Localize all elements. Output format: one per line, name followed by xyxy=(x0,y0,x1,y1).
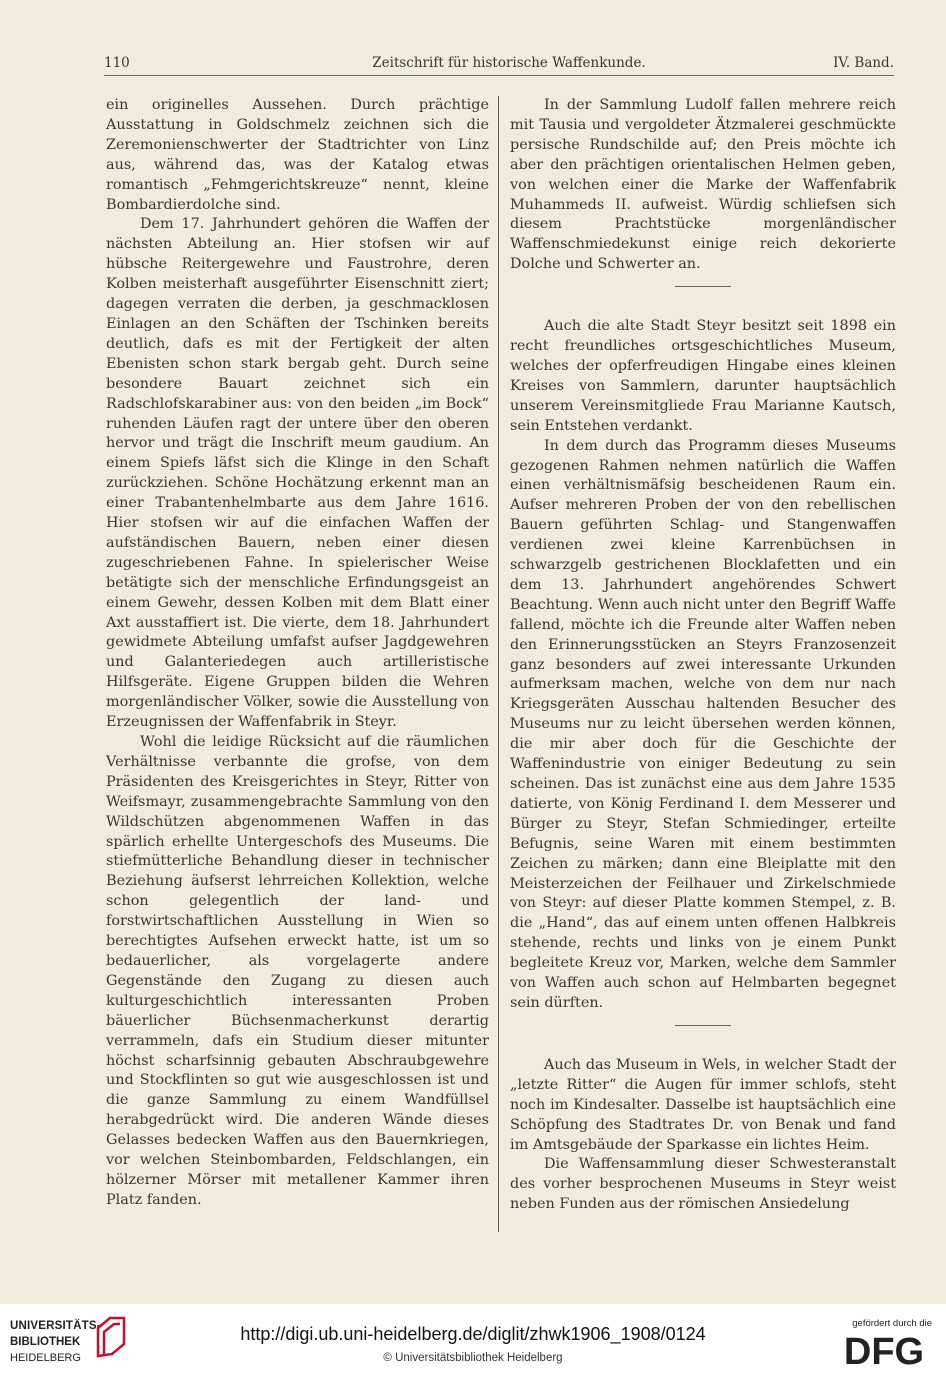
column-divider xyxy=(498,96,499,1232)
paragraph: Auch das Museum in Wels, in welcher Stadt der „letzte Ritter“ die Augen für immer schlofs, steht noch im Kindesalter. Dasselbe ist hauptsächlich eine Schöpfung des Stadtrates Dr. von Benak und fand im Amtsgebäude der Sparkasse ein lichtes Heim. xyxy=(510,1056,896,1153)
logo-line: UNIVERSITÄTS- xyxy=(10,1320,101,1332)
logo-line: HEIDELBERG xyxy=(10,1352,81,1364)
journal-title: Zeitschrift für historische Waffenkunde. xyxy=(372,55,646,71)
right-column xyxy=(510,96,896,1215)
section-separator xyxy=(675,286,731,287)
copyright-notice: © Universitätsbibliothek Heidelberg xyxy=(383,1352,563,1364)
dfg-logo-text: DFG xyxy=(843,1332,925,1368)
paragraph: ein originelles Aussehen. Durch prächtige Ausstattung in Goldschmelz zeichnen sich die Zeremonienschwerter der Stadtrichter von Linz aus, während das, was der Katalog etwas romantisch „Fehmgerichtskreuze“ nennt, kleine Bombardierdolche sind. xyxy=(106,97,489,213)
sponsor-block xyxy=(822,1318,932,1372)
page-number: 110 xyxy=(104,55,130,71)
paragraph: Die Waffensammlung dieser Schwesteranstalt des vorher besprochenen Museums in Steyr weist neben Funden aus der römischen Ansiedelung xyxy=(510,1156,896,1213)
logo-line: BIBLIOTHEK xyxy=(10,1336,81,1348)
left-column xyxy=(106,96,489,1211)
permalink-url[interactable]: http://digi.ub.uni-heidelberg.de/diglit/zhwk1906_1908/0124 xyxy=(240,1324,706,1344)
paragraph: In dem durch das Programm dieses Museums gezogenen Rahmen nehmen natürlich die Waffen einen verhältnismäfsig bescheidenen Raum ein. Aufser mehreren Proben der von den rebellischen Bauern geführten Schlag- und Stangenwaffen verdienen zwei kleine Karrenbüchsen in schwarzgelb gestrichenen Blocklafetten und ein dem 13. Jahrhundert angehörendes Schwert Beachtung. Wenn auch nicht unter den Begriff Waffe fallend, möchte ich die Freunde alter Waffen neben den Erinnerungsstücken an Steyrs Franzosenzeit ganz besonders auf zwei interessante Urkunden aufmerksam machen, welche von dem nur nach Kriegsgeräten Ausschau haltenden Besucher des Museums nur zu leicht übersehen werden können, die mir aber doch für die Geschichte der Waffenindustrie von einiger Bedeutung zu sein scheinen. Das ist zunächst eine aus dem Jahre 1535 datierte, von König Ferdinand I. dem Messerer und Bürger zu Steyr, Stefan Schmiedinger, erteilte Befugnis, seine Waren mit einem bestimmten Zeichen zu märken; dann eine Bleiplatte mit den Meisterzeichen der Feilhauer und Zirkelschmiede von Steyr: auf dieser Platte kommen Stempel, z. B. die „Hand“, das auf einem unten offenen Halbkreis stehende, rechts und links von je einem Punkt begleitete Kreuz vor, Marken, welche dem Sammler von Waffen auch schon auf Helmbarten begegnet sein dürften. xyxy=(510,437,896,1011)
digitization-footer xyxy=(0,1304,946,1378)
dfg-logo-icon xyxy=(836,1332,932,1368)
sponsor-label: gefördert durch die xyxy=(852,1318,932,1329)
paragraph: Dem 17. Jahrhundert gehören die Waffen der nächsten Abteilung an. Hier stofsen wir auf hübsche Reitergewehre und Faustrohre, deren Kolben meisterhaft ausgeführter Eisenschnitt ziert; dagegen verraten die derben, ja geschmacklosen Einlagen an den Schäften der Tschinken bereits deutlich, dafs es mit der Fertigkeit der alten Ebenisten schon stark bergab geht. Durch seine besondere Bauart zeichnet sich ein Radschlofskarabiner aus: von den beiden „im Bock“ ruhenden Läufen ragt der untere über den oberen hervor und trägt die Inschrift meum gaudium. An einem Spiefs läfst sich die Klinge in den Schaft zurückziehen. Schöne Hochätzung erkennt man an einer Trabantenhelmbarte aus dem Jahre 1616. Hier stofsen wir auf die einfachen Waffen der aufständischen Bauern, neben einer diesen zugeschriebenen Fahne. In spielerischer Weise betätigte sich der menschliche Erfindungsgeist an einem Gewehr, dessen Kolben mit dem Blatt einer Axt ausstaffiert ist. Die vierte, dem 18. Jahrhundert gewidmete Abteilung umfafst aufser Jagdgewehren und Galanteriedegen auch artilleristische Hilfsgeräte. Eigene Gruppen bilden die Wehren morgenländischer Völker, sowie die Ausstellung von Erzeugnissen der Waffenfabrik in Steyr. xyxy=(106,216,489,731)
paragraph: Auch die alte Stadt Steyr besitzt seit 1898 ein recht freundliches ortsgeschichtliches Museum, welches der opferfreudigen Hingabe eines kleinen Kreises von Sammlern, darunter hauptsächlich unserem Vereinsmitgliede Frau Marianne Kautsch, sein Entstehen verdankt. xyxy=(510,318,896,434)
volume-label: IV. Band. xyxy=(833,55,894,71)
paragraph: In der Sammlung Ludolf fallen mehrere reich mit Tausia und vergoldeter Ätzmalerei geschmückte persische Rundschilde auf; den Preis möchte ich aber den prächtigen orientalischen Helmen geben, von welchen einer die Marke der Waffenfabrik Muhammeds II. aufweist. Würdig schliefsen sich diesem Prachtstücke morgenländischer Waffenschmiedekunst einige reich dekorierte Dolche und Schwerter an. xyxy=(510,97,896,273)
section-separator xyxy=(675,1025,731,1026)
running-head xyxy=(104,53,894,76)
paragraph: Wohl die leidige Rücksicht auf die räumlichen Verhältnisse verbannte die grofse, von dem Präsidenten des Kreisgerichtes in Steyr, Ritter von Weifsmayr, zusammengebrachte Sammlung von den Wildschützen abgenommenen Waffen in das spärlich erhellte Untergeschofs des Museums. Die stiefmütterliche Behandlung dieser in technischer Beziehung äufserst lehrreichen Kollektion, welche schon gelegentlich der land- und forstwirtschaftlichen Ausstellung in Wien so berechtigtes Aufsehen erweckt hatte, ist um so bedauerlicher, als vorgelagerte andere Gegenstände den Zugang zu diesen auch kulturgeschichtlich interessanten Proben bäuerlicher Büchsenmacherkunst derartig verrammeln, dafs ein Studium dieser mitunter höchst scharfsinnig gebauten Abschraubgewehre und Stockflinten so gut wie ausgeschlossen ist und die ganze Sammlung zu einem Wandfüllsel herabgedrückt wird. Die anderen Wände dieses Gelasses bedecken Waffen aus den Bauernkriegen, vor welchen Steinbombarden, Feldschlangen, ein hölzerner Mörser mit metallener Kammer ihren Platz fanden. xyxy=(106,734,489,1208)
